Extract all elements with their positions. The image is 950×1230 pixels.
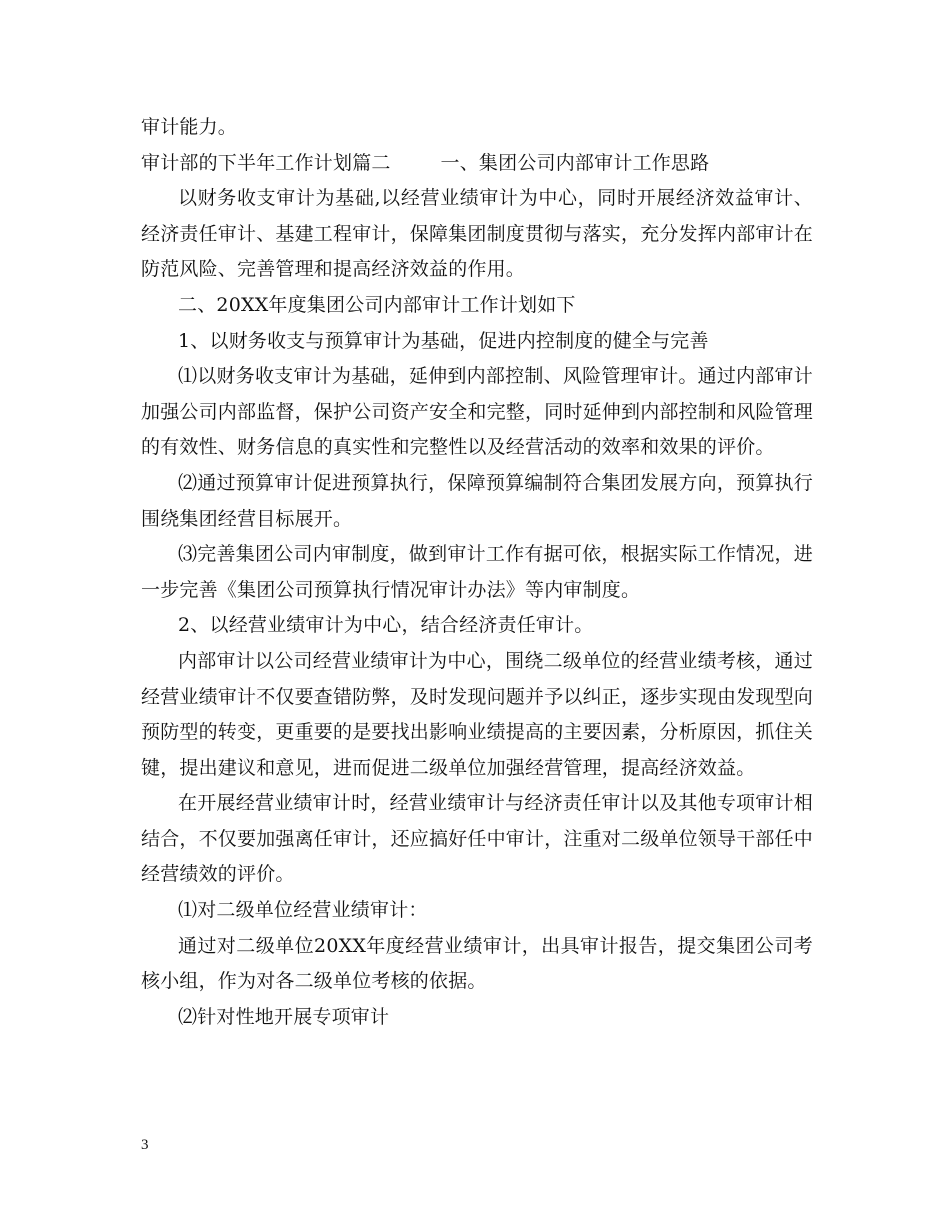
paragraph-8: ⑶完善集团公司内审制度，做到审计工作有据可依，根据实际工作情况，进一步完善《集团公司预算执行情况审计办法》等内审制度。 — [141, 543, 813, 601]
paragraph-7: ⑵通过预算审计促进预算执行，保障预算编制符合集团发展方向，预算执行围绕集团经营目标展开。 — [141, 471, 813, 530]
section-heading-2: 二、20XX年度集团公司内部审计工作计划如下 — [178, 293, 576, 316]
subsection-heading-2: 2、以经营业绩审计为中心，结合经济责任审计。 — [178, 614, 594, 637]
subsection-heading-1: 1、以财务收支与预算审计为基础，促进内控制度的健全与完善 — [178, 329, 709, 352]
paragraph-3: 以财务收支审计为基础,以经营业绩审计为中心，同时开展经济效益审计、经济责任审计、基建工程审计，保障集团制度贯彻与落实，充分发挥内部审计在防范风险、完善管理和提高经济效益的作用。 — [141, 187, 814, 281]
paragraph-12: ⑴对二级单位经营业绩审计： — [178, 899, 428, 922]
document-body — [141, 110, 813, 1035]
paragraph-11: 在开展经营业绩审计时，经营业绩审计与经济责任审计以及其他专项审计相结合，不仅要加强离任审计，还应搞好任中审计，注重对二级单位领导干部任中经营绩效的评价。 — [141, 792, 814, 886]
page-number: 3 — [141, 1137, 149, 1153]
paragraph-13: 通过对二级单位20XX年度经营业绩审计，出具审计报告，提交集团公司考核小组，作为对各二级单位考核的依据。 — [141, 934, 813, 993]
section-heading-line: 审计部的下半年工作计划篇二 一、集团公司内部审计工作思路 — [141, 151, 710, 174]
paragraph-1: 审计能力。 — [141, 116, 238, 138]
paragraph-10: 内部审计以公司经营业绩审计为中心，围绕二级单位的经营业绩考核，通过经营业绩审计不仅要查错防弊，及时发现问题并予以纠正，逐步实现由发现型向预防型的转变，更重要的是要找出影响业绩提高的主要因素，分析原因，抓住关键，提出建议和意见，进而促进二级单位加强经营管理，提高经济效益。 — [141, 649, 814, 779]
paragraph-6: ⑴以财务收支审计为基础，延伸到内部控制、风险管理审计。通过内部审计加强公司内部监督，保护公司资产安全和完整，同时延伸到内部控制和风险管理的有效性、财务信息的真实性和完整性以及经营活动的效率和效果的评价。 — [141, 365, 814, 459]
paragraph-14: ⑵针对性地开展专项审计 — [178, 1005, 390, 1028]
